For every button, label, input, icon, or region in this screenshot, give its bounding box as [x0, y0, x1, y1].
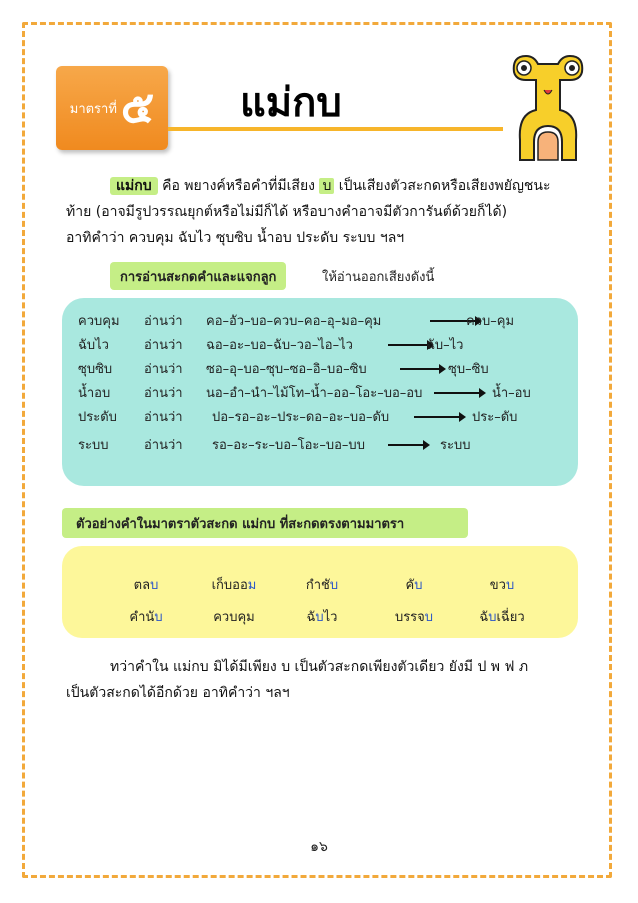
footer-note-line-1: ทว่าคำใน แม่กบ มิได้มีเพียง บ เป็นตัวสะกดเพียงตัวเดียว ยังมี ป พ ฟ ภ — [110, 659, 529, 675]
reading-spell: นอ–อำ–นำ–ไม้โท–น้ำ–ออ–โอะ–บอ–อบ — [206, 386, 423, 401]
arrow-icon — [414, 416, 464, 418]
example-word-final: บ — [424, 610, 434, 625]
example-word-final: บ — [329, 578, 339, 593]
example-word-final: บ — [315, 610, 324, 625]
reading-spell: ฉอ–อะ–บอ–ฉับ–วอ–ไอ–ไว — [206, 338, 353, 353]
intro-line-3: อาทิคำว่า ควบคุม ฉับไว ซุบซิบ น้ำอบ ประดับ ระบบ ฯลฯ — [66, 230, 405, 246]
example-word — [364, 606, 464, 627]
reading-spell: ซอ–อุ–บอ–ซุบ–ซอ–อิ–บอ–ซิบ — [206, 362, 367, 377]
standard-badge — [56, 66, 168, 150]
example-word-final: บ — [505, 578, 515, 593]
standard-label: มาตราที่ — [69, 101, 117, 117]
arrow-icon — [434, 392, 484, 394]
intro-line-2: ท้าย (อาจมีรูปวรรณยุกต์หรือไม่มีก็ได้ หรือบางคำอาจมีตัวการันต์ด้วยก็ได้) — [66, 204, 508, 220]
example-word-final: บ — [414, 578, 423, 593]
page-number: ๑๖ — [310, 839, 328, 855]
example-word-base: คั — [405, 578, 415, 593]
example-word-base: ควบคุม — [213, 610, 255, 625]
arrow-icon — [388, 444, 428, 446]
example-word-final: ม — [247, 578, 257, 593]
keyword-highlight: แม่กบ — [110, 177, 158, 195]
example-word-base: คำนั — [129, 610, 155, 625]
reading-result: ฉับ–ไว — [426, 338, 464, 353]
reading-spell: คอ–อัว–บอ–ควบ–คอ–อุ–มอ–คุม — [206, 314, 382, 329]
example-word-base: เก็บออ — [211, 578, 248, 593]
example-word-base: ฉั — [306, 610, 316, 625]
reading-label: อ่านว่า — [144, 438, 183, 453]
reading-result: ระบบ — [440, 438, 471, 453]
example-word-base: กำชั — [305, 578, 330, 593]
example-word-base: ฉั — [479, 610, 489, 625]
standard-number: ๕ — [120, 82, 155, 133]
example-word — [96, 606, 196, 627]
reading-section-heading: การอ่านสะกดคำและแจกลูก — [110, 262, 286, 290]
example-word — [184, 574, 284, 595]
example-word-base: ตล — [133, 578, 151, 593]
example-word-base: บรรจ — [394, 610, 425, 625]
reading-word: ซุบซิบ — [78, 362, 113, 377]
intro-line-1: แม่กบ คือ พยางค์หรือคำที่มีเสียง บ เป็นเสียงตัวสะกดหรือเสียงพยัญชนะ — [66, 173, 582, 199]
reading-label: อ่านว่า — [144, 362, 183, 377]
letter-mascot-icon — [508, 50, 588, 166]
reading-label: อ่านว่า — [144, 410, 183, 425]
example-word-final: บ — [150, 578, 159, 593]
reading-label: อ่านว่า — [144, 338, 183, 353]
reading-label: อ่านว่า — [144, 314, 183, 329]
example-word — [452, 574, 552, 595]
example-word — [364, 574, 464, 595]
final-letter-highlight: บ — [319, 178, 334, 194]
example-word-tail: เฉี่ยว — [496, 610, 525, 625]
reading-result: ควบ–คุม — [466, 314, 515, 329]
reading-section-note: ให้อ่านออกเสียงดังนี้ — [322, 270, 435, 285]
example-word — [272, 574, 372, 595]
reading-word: ระบบ — [78, 438, 109, 453]
reading-word: ฉับไว — [78, 338, 109, 353]
example-word — [452, 606, 552, 627]
example-word-tail: ไว — [323, 610, 338, 625]
reading-result: ประ–ดับ — [472, 410, 518, 425]
reading-label: อ่านว่า — [144, 386, 183, 401]
reading-spell: ปอ–รอ–อะ–ประ–ดอ–อะ–บอ–ดับ — [212, 410, 390, 425]
example-word-final: บ — [488, 610, 497, 625]
arrow-icon — [400, 368, 444, 370]
reading-spell: รอ–อะ–ระ–บอ–โอะ–บอ–บบ — [212, 438, 365, 453]
reading-word: ประดับ — [78, 410, 117, 425]
example-word-final: บ — [154, 610, 163, 625]
example-word — [96, 574, 196, 595]
reading-result: น้ำ–อบ — [492, 386, 531, 401]
example-word-base: ขว — [489, 578, 506, 593]
reading-result: ซุบ–ซิบ — [448, 362, 489, 377]
example-word — [184, 606, 284, 627]
example-word — [272, 606, 372, 627]
reading-word: ควบคุม — [78, 314, 120, 329]
footer-note-line-2: เป็นตัวสะกดได้อีกด้วย อาทิคำว่า ฯลฯ — [66, 685, 290, 701]
reading-word: น้ำอบ — [78, 386, 111, 401]
examples-heading: ตัวอย่างคำในมาตราตัวสะกด แม่กบ ที่สะกดตรงตามมาตรา — [62, 508, 468, 538]
page-title: แม่กบ — [240, 80, 342, 126]
